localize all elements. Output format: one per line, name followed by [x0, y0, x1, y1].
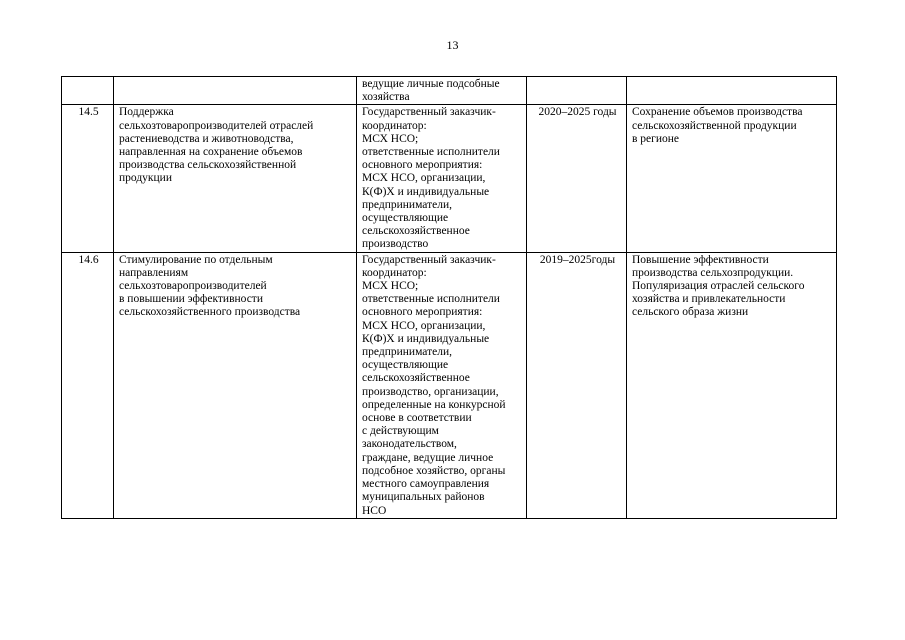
- term-cell: 2019–2025годы: [527, 252, 627, 518]
- table-row: [62, 252, 837, 518]
- row-number-cell: 14.6: [62, 252, 114, 518]
- program-measures-table: [61, 76, 837, 519]
- expected-result-cell: Сохранение объемов производства сельскохозяйственной продукции в регионе: [627, 105, 837, 252]
- measure-name-cell: Стимулирование по отдельным направлениям сельхозтоваропроизводителей в повышении эффективности сельскохозяйственного производства: [114, 252, 357, 518]
- measure-name-cell: [114, 77, 357, 105]
- executors-cell: Государственный заказчик- координатор: МСХ НСО; ответственные исполнители основного мероприятия: МСХ НСО, организации, К(Ф)Х и индивидуальные предприниматели, осуществляющие сельскохозяйственное производство: [357, 105, 527, 252]
- table-row: [62, 77, 837, 105]
- expected-result-cell: Повышение эффективности производства сельхозпродукции. Популяризация отраслей сельского хозяйства и привлекательности сельского образа жизни: [627, 252, 837, 518]
- term-cell: 2020–2025 годы: [527, 105, 627, 252]
- expected-result-cell: [627, 77, 837, 105]
- page-number: 13: [446, 38, 459, 52]
- executors-cell: Государственный заказчик- координатор: МСХ НСО; ответственные исполнители основного мероприятия: МСХ НСО, организации, К(Ф)Х и индивидуальные предприниматели, осуществляющие сельскохозяйственное производство, организации, определенные на конкурсной основе в соответствии с действующим законодательством, граждане, ведущие личное подсобное хозяйство, органы местного самоуправления муниципальных районов НСО: [357, 252, 527, 518]
- term-cell: [527, 77, 627, 105]
- table-row: [62, 105, 837, 252]
- measure-name-cell: Поддержка сельхозтоваропроизводителей отраслей растениеводства и животноводства, направленная на сохранение объемов производства сельскохозяйственной продукции: [114, 105, 357, 252]
- row-number-cell: [62, 77, 114, 105]
- row-number-cell: 14.5: [62, 105, 114, 252]
- executors-cell: ведущие личные подсобные хозяйства: [357, 77, 527, 105]
